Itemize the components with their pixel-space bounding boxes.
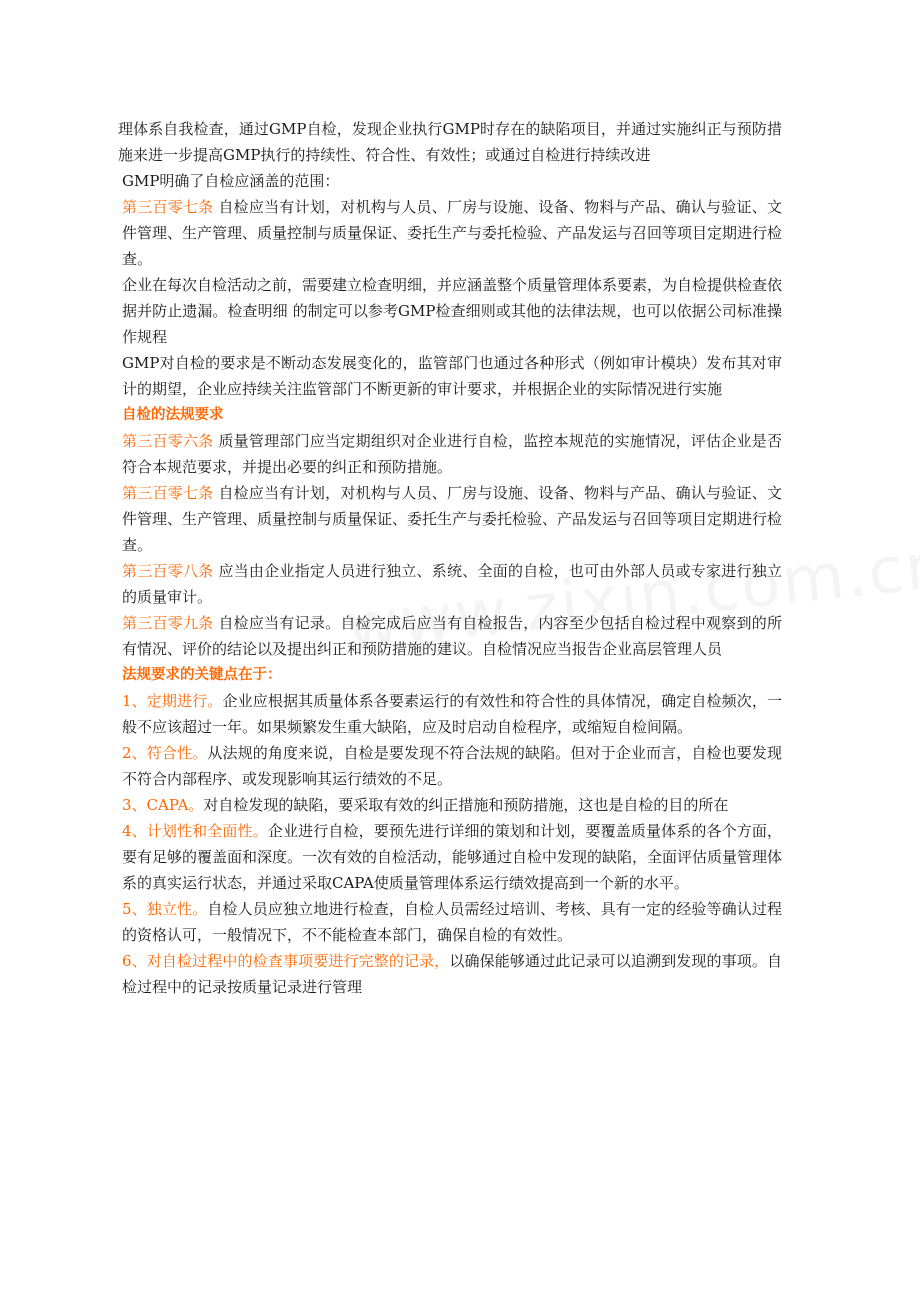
key-point-text: 以确保能够通过此记录可以追溯到发现的事项。自检过程中的记录按质量记录进行管理 bbox=[122, 952, 782, 996]
article-label: 第三百零九条 bbox=[122, 614, 214, 632]
key-point-label: 4、计划性和全面性。 bbox=[122, 822, 268, 840]
key-point-text: 企业应根据其质量体系各要素运行的有效性和符合性的具体情况，确定自检频次，一般不应该超过一年。如果频繁发生重大缺陷，应及时启动自检程序，或缩短自检间隔。 bbox=[122, 692, 782, 736]
key-point-text: 对自检发现的缺陷，要采取有效的纠正措施和预防措施，这也是自检的目的所在 bbox=[203, 796, 729, 814]
article-label: 第三百零六条 bbox=[122, 432, 214, 450]
key-point-label: 5、独立性。 bbox=[122, 900, 208, 918]
key-point-text: 从法规的角度来说，自检是要发现不符合法规的缺陷。但对于企业而言，自检也要发现不符合内部程序、或发现影响其运行绩效的不足。 bbox=[122, 744, 782, 788]
key-point-text: 自检人员应独立地进行检查，自检人员需经过培训、考核、具有一定的经验等确认过程的资格认可，一般情况下，不不能检查本部门，确保自检的有效性。 bbox=[122, 900, 782, 944]
article-label: 第三百零七条 bbox=[122, 484, 214, 502]
key-point-2 bbox=[118, 740, 782, 792]
article-text: 质量管理部门应当定期组织对企业进行自检，监控本规范的实施情况，评估企业是否符合本规范要求，并提出必要的纠正和预防措施。 bbox=[122, 432, 782, 476]
section-heading-regulations: 自检的法规要求 bbox=[122, 407, 224, 423]
article-text: 自检应当有计划，对机构与人员、厂房与设施、设备、物料与产品、确认与验证、文件管理、生产管理、质量控制与质量保证、委托生产与委托检验、产品发运与召回等项目定期进行检查。 bbox=[122, 484, 783, 554]
key-point-1 bbox=[118, 688, 782, 740]
dynamic-requirements-paragraph: GMP对自检的要求是不断动态发展变化的，监管部门也通过各种形式（例如审计模块）发布其对审计的期望，企业应持续关注监管部门不断更新的审计要求，并根据企业的实际情况进行实施 bbox=[122, 354, 782, 398]
article-308 bbox=[118, 558, 782, 610]
article-307 bbox=[118, 480, 782, 558]
article-text: 自检应当有计划，对机构与人员、厂房与设施、设备、物料与产品、确认与验证、文件管理、生产管理、质量控制与质量保证、委托生产与委托检验、产品发运与召回等项目定期进行检查。 bbox=[122, 198, 783, 268]
article-label: 第三百零八条 bbox=[122, 562, 214, 580]
key-point-6 bbox=[118, 948, 782, 1000]
key-point-5 bbox=[118, 896, 782, 948]
article-label: 第三百零七条 bbox=[122, 198, 214, 216]
article-text: 应当由企业指定人员进行独立、系统、全面的自检，也可由外部人员或专家进行独立的质量审计。 bbox=[122, 562, 782, 606]
key-point-label: 2、符合性。 bbox=[122, 744, 208, 762]
article-306 bbox=[118, 428, 782, 480]
key-point-label: 1、定期进行。 bbox=[122, 692, 223, 710]
scope-intro: GMP明确了自检应涵盖的范围： bbox=[122, 172, 340, 190]
key-point-4 bbox=[118, 818, 782, 896]
key-point-3 bbox=[118, 792, 782, 818]
scope-article-307 bbox=[118, 194, 782, 272]
document-body bbox=[118, 116, 782, 1000]
section-heading-key-points: 法规要求的关键点在于： bbox=[122, 667, 282, 683]
article-text: 自检应当有记录。自检完成后应当有自检报告，内容至少包括自检过程中观察到的所有情况、评价的结论以及提出纠正和预防措施的建议。自检情况应当报告企业高层管理人员 bbox=[122, 614, 782, 658]
key-point-text: 企业进行自检，要预先进行详细的策划和计划，要覆盖质量体系的各个方面，要有足够的覆盖面和深度。一次有效的自检活动，能够通过自检中发现的缺陷，全面评估质量管理体系的真实运行状态，并通过采取CAPA使质量管理体系运行绩效提高到一个新的水平。 bbox=[122, 822, 783, 892]
key-point-label: 6、对自检过程中的检查事项要进行完整的记录， bbox=[122, 952, 450, 970]
intro-paragraph: 理体系自我检查，通过GMP自检，发现企业执行GMP时存在的缺陷项目，并通过实施纠正与预防措施来进一步提高GMP执行的持续性、符合性、有效性；或通过自检进行持续改进 bbox=[118, 120, 782, 164]
checklist-paragraph: 企业在每次自检活动之前，需要建立检查明细，并应涵盖整个质量管理体系要素，为自检提供检查依据并防止遗漏。检查明细 的制定可以参考GMP检查细则或其他的法律法规，也可以依据公司标准操作规程 bbox=[122, 276, 783, 346]
article-309 bbox=[118, 610, 782, 662]
key-point-label: 3、CAPA。 bbox=[122, 796, 204, 814]
